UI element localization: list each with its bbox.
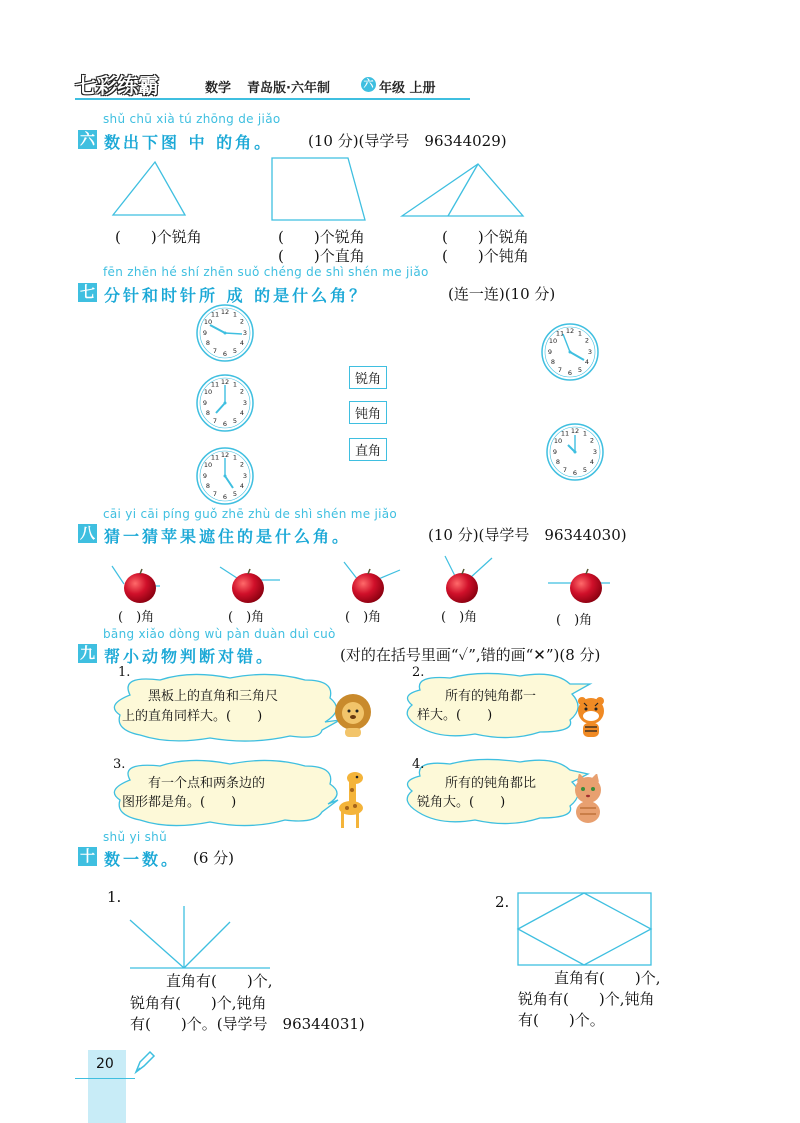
- q1-line-2[interactable]: 锐角有( )个,钝角: [130, 994, 267, 1012]
- giraffe-icon: [331, 768, 371, 830]
- s7-number: 七: [79, 283, 95, 301]
- item-2-line-2[interactable]: 样大。( ): [417, 708, 493, 723]
- box-obtuse[interactable]: 钝角: [349, 401, 387, 424]
- item-4-line-2[interactable]: 锐角大。( ): [417, 795, 506, 810]
- tiger-icon: [570, 695, 612, 739]
- series-logo: 七彩练霸: [75, 74, 159, 98]
- item-1-number: 1.: [118, 665, 131, 680]
- q1-line-3[interactable]: 有( )个。(导学号 96344031): [130, 1015, 365, 1033]
- s6-answer-1[interactable]: ( )个锐角: [115, 228, 202, 246]
- apple-4: [445, 556, 492, 603]
- subject-label: 数学: [205, 81, 232, 96]
- s8-title: 猜一猜苹果遮住的是什么角。: [104, 527, 352, 546]
- s6-answer-3a[interactable]: ( )个锐角: [442, 228, 529, 246]
- q2-rhombus-figure: [515, 890, 655, 970]
- trapezoid-figure: [272, 158, 365, 220]
- apples-row: [100, 550, 640, 610]
- edition-label: 青岛版·六年制: [247, 81, 330, 96]
- footer-line: [75, 1078, 135, 1079]
- s9-title: 帮小动物判断对错。: [104, 647, 276, 666]
- q1-angle-figure: [120, 900, 280, 975]
- pencil-icon: [132, 1050, 156, 1076]
- cat-icon: [568, 774, 610, 826]
- clock-1[interactable]: [195, 303, 255, 363]
- item-3-number: 3.: [113, 757, 126, 772]
- q2-line-3[interactable]: 有( )个。: [518, 1011, 605, 1029]
- s6-answer-2a[interactable]: ( )个锐角: [278, 228, 365, 246]
- clock-5[interactable]: [545, 422, 605, 482]
- apple-5: [548, 569, 610, 603]
- item-4-line-1: 所有的钝角都比: [445, 776, 537, 791]
- item-4-number: 4.: [412, 757, 425, 772]
- s7-title: 分针和时针所 成 的是什么角？: [104, 286, 369, 305]
- box-acute[interactable]: 锐角: [349, 366, 387, 389]
- lion-icon: [333, 692, 373, 738]
- box-right[interactable]: 直角: [349, 438, 387, 461]
- item-2-line-1: 所有的钝角都一: [445, 689, 537, 704]
- apple-answer-2[interactable]: ( )角: [228, 610, 265, 625]
- s6-answer-2b[interactable]: ( )个直角: [278, 247, 365, 265]
- s8-pinyin: cāi yi cāi píng guǒ zhē zhù de shì shén me jiǎo: [103, 507, 398, 521]
- q1-number: 1.: [107, 888, 122, 906]
- apple-answer-5[interactable]: ( )角: [556, 613, 593, 628]
- clock-4[interactable]: [540, 322, 600, 382]
- s6-answer-3b[interactable]: ( )个钝角: [442, 247, 529, 265]
- s6-pinyin: shǔ chū xià tú zhōng de jiǎo: [103, 112, 281, 126]
- grade-label: 年级 上册: [379, 81, 436, 96]
- clock-3[interactable]: [195, 446, 255, 506]
- apple-3: [344, 562, 400, 603]
- apple-answer-4[interactable]: ( )角: [441, 610, 478, 625]
- s8-note: (10 分)(导学号 96344030): [428, 526, 627, 544]
- item-1-line-1: 黑板上的直角和三角尺: [148, 689, 279, 704]
- s7-note: (连一连)(10 分): [448, 285, 556, 303]
- s6-number: 六: [79, 130, 95, 148]
- s10-pinyin: shǔ yi shǔ: [103, 830, 167, 844]
- s9-pinyin: bāng xiǎo dòng wù pàn duàn duì cuò: [103, 627, 336, 641]
- item-3-line-2[interactable]: 图形都是角。( ): [122, 795, 237, 810]
- page-number: 20: [96, 1056, 114, 1072]
- s6-title: 数出下图 中 的角。: [104, 133, 274, 152]
- header: [75, 70, 475, 100]
- q2-line-1[interactable]: 直角有( )个,: [554, 969, 661, 987]
- q2-number: 2.: [495, 893, 510, 911]
- q1-line-1[interactable]: 直角有( )个,: [166, 972, 273, 990]
- q2-line-2[interactable]: 锐角有( )个,钝角: [518, 990, 655, 1008]
- apple-1: [112, 566, 160, 603]
- s10-title: 数一数。: [104, 850, 181, 869]
- s7-pinyin: fēn zhēn hé shí zhēn suǒ chéng de shì shén me jiǎo: [103, 265, 429, 279]
- s6-figures: [100, 150, 540, 225]
- apple-answer-1[interactable]: ( )角: [118, 610, 155, 625]
- item-2-number: 2.: [412, 665, 425, 680]
- clock-2[interactable]: [195, 373, 255, 433]
- apple-answer-3[interactable]: ( )角: [345, 610, 382, 625]
- apple-2: [220, 567, 280, 603]
- s10-note: (6 分): [193, 849, 235, 867]
- s10-number: 十: [79, 847, 95, 865]
- split-line: [448, 164, 478, 216]
- s9-note: (对的在括号里画“✓”,错的画“✕”)(8 分): [340, 646, 601, 664]
- s9-number: 九: [79, 644, 95, 662]
- grade-badge: 六: [361, 77, 376, 92]
- item-1-line-2[interactable]: 上的直角同样大。( ): [122, 709, 263, 724]
- s8-number: 八: [79, 524, 95, 542]
- item-3-line-1: 有一个点和两条边的: [148, 776, 266, 791]
- s6-note: (10 分)(导学号 96344029): [308, 132, 507, 150]
- triangle-figure: [113, 162, 185, 215]
